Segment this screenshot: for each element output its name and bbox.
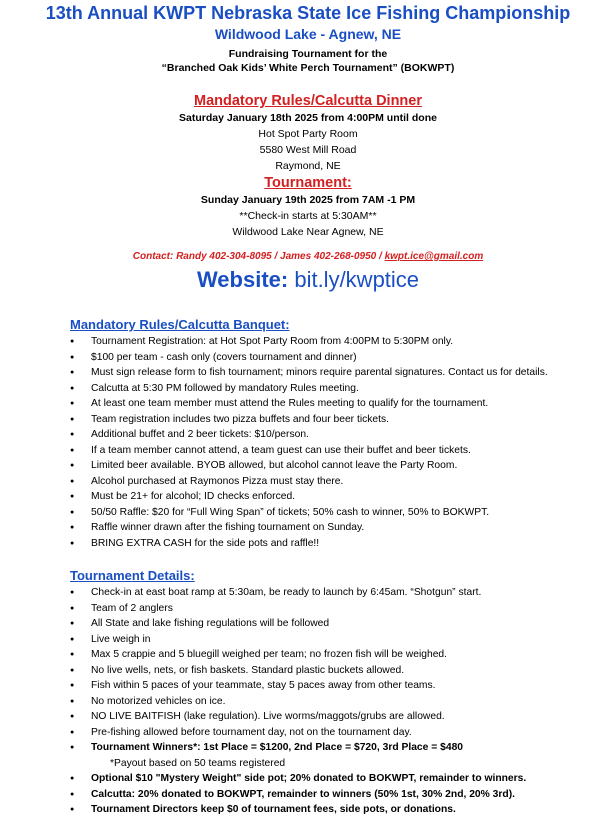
list-item: ● Live weigh in bbox=[0, 632, 616, 648]
list-item: ● NO LIVE BAITFISH (lake regulation). Live worms/maggots/grubs are allowed. bbox=[0, 709, 616, 725]
list-item: ● Calcutta at 5:30 PM followed by mandatory Rules meeting. bbox=[0, 381, 616, 397]
list-item: ● Check-in at east boat ramp at 5:30am, be ready to launch by 6:45am. “Shotgun” start. bbox=[0, 585, 616, 601]
page-title: 13th Annual KWPT Nebraska State Ice Fishing Championship bbox=[45, 3, 571, 23]
tournament-date: Sunday January 19th 2025 from 7AM -1 PM bbox=[200, 194, 416, 206]
list-item: ● No motorized vehicles on ice. bbox=[0, 694, 616, 710]
payout-note: *Payout based on 50 teams registered bbox=[110, 757, 286, 769]
dinner-date: Saturday January 18th 2025 from 4:00PM until done bbox=[179, 112, 437, 124]
list-item: ● Alcohol purchased at Raymonos Pizza must stay there. bbox=[0, 474, 616, 490]
tournament-checkin: **Check-in starts at 5:30AM** bbox=[239, 210, 377, 222]
fundraising-line-2: “Branched Oak Kids’ White Perch Tournament” (BOKWPT) bbox=[161, 62, 455, 74]
list-item: ● Calcutta: 20% donated to BOKWPT, remainder to winners (50% 1st, 30% 2nd, 20% 3rd). bbox=[0, 787, 616, 803]
list-item: ● No live wells, nets, or fish baskets. Standard plastic buckets allowed. bbox=[0, 663, 616, 679]
list-item: ● Tournament Directors keep $0 of tournament fees, side pots, or donations. bbox=[0, 802, 616, 818]
dinner-address: 5580 West Mill Road bbox=[259, 144, 357, 156]
list-item: ● Limited beer available. BYOB allowed, but alcohol cannot leave the Party Room. bbox=[0, 458, 616, 474]
details-section-heading: Tournament Details: bbox=[70, 568, 195, 583]
tournament-heading: Tournament: bbox=[264, 175, 352, 191]
contact-line bbox=[0, 250, 616, 264]
website-label: Website: bbox=[196, 267, 289, 292]
details-list bbox=[0, 585, 616, 818]
tournament-location: Wildwood Lake Near Agnew, NE bbox=[232, 226, 384, 238]
list-item: ● Tournament Registration: at Hot Spot Party Room from 4:00PM to 5:30PM only. bbox=[0, 334, 616, 350]
list-item: ● Pre-fishing allowed before tournament day, not on the tournament day. bbox=[0, 725, 616, 741]
list-item: ● Fish within 5 paces of your teammate, stay 5 paces away from other teams. bbox=[0, 678, 616, 694]
list-item: ● $100 per team - cash only (covers tournament and dinner) bbox=[0, 350, 616, 366]
dinner-heading: Mandatory Rules/Calcutta Dinner bbox=[193, 93, 422, 109]
list-item: ● Max 5 crappie and 5 bluegill weighed per team; no frozen fish will be weighed. bbox=[0, 647, 616, 663]
dinner-city: Raymond, NE bbox=[275, 160, 341, 172]
dinner-venue: Hot Spot Party Room bbox=[258, 128, 358, 140]
list-item: ● BRING EXTRA CASH for the side pots and raffle!! bbox=[0, 536, 616, 552]
rules-section-heading: Mandatory Rules/Calcutta Banquet: bbox=[70, 317, 290, 332]
list-item: ● Tournament Winners*: 1st Place = $1200, 2nd Place = $720, 3rd Place = $480 bbox=[0, 740, 616, 756]
list-item: ● 50/50 Raffle: $20 for “Full Wing Span” of tickets; 50% cash to winner, 50% to BOKWPT. bbox=[0, 505, 616, 521]
rules-list bbox=[0, 334, 616, 551]
list-item: ● Additional buffet and 2 beer tickets: $10/person. bbox=[0, 427, 616, 443]
list-item: ● Must be 21+ for alcohol; ID checks enforced. bbox=[0, 489, 616, 505]
list-item: ● Team registration includes two pizza buffets and four beer tickets. bbox=[0, 412, 616, 428]
website-link[interactable]: bit.ly/kwptice bbox=[288, 267, 420, 292]
list-item: ● At least one team member must attend the Rules meeting to qualify for the tournament. bbox=[0, 396, 616, 412]
list-item: ● Raffle winner drawn after the fishing tournament on Sunday. bbox=[0, 520, 616, 536]
list-item: ● If a team member cannot attend, a team guest can use their buffet and beer tickets. bbox=[0, 443, 616, 459]
list-item: ● Optional $10 "Mystery Weight" side pot; 20% donated to BOKWPT, remainder to winners. bbox=[0, 771, 616, 787]
list-item: ● Team of 2 anglers bbox=[0, 601, 616, 617]
website-line bbox=[0, 266, 616, 294]
contact-text: Contact: Randy 402-304-8095 / James 402-268-0950 / bbox=[132, 251, 385, 262]
fundraising-line-1: Fundraising Tournament for the bbox=[228, 48, 388, 60]
list-item: ● All State and lake fishing regulations will be followed bbox=[0, 616, 616, 632]
list-item: ● Must sign release form to fish tournament; minors require parental signatures. Contact us for details. bbox=[0, 365, 616, 381]
contact-email-link[interactable]: kwpt.ice@gmail.com bbox=[384, 251, 484, 262]
location-subtitle: Wildwood Lake - Agnew, NE bbox=[214, 26, 402, 42]
